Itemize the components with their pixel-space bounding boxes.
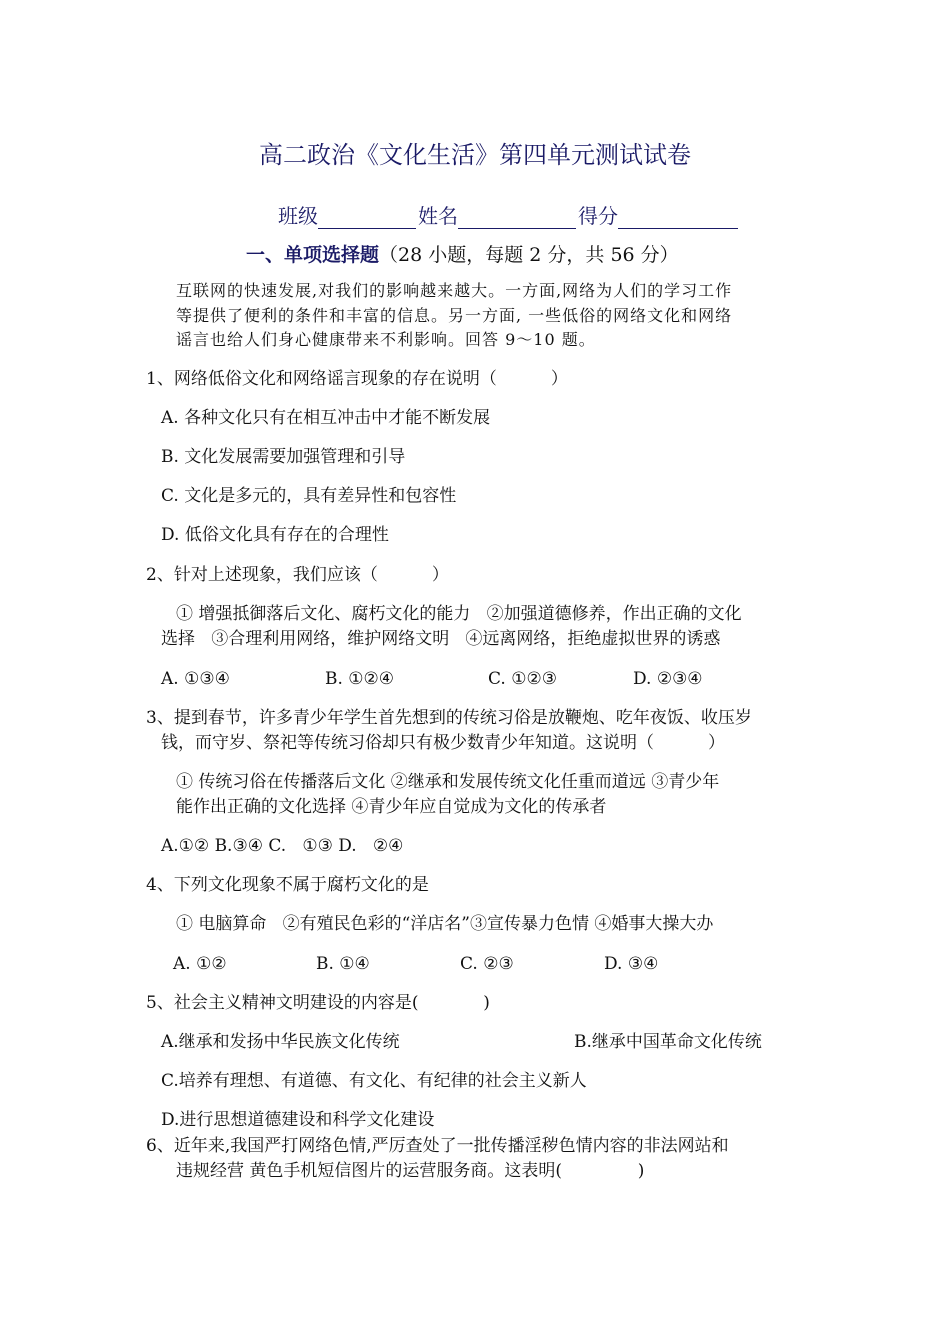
- question-5-stem: 5、社会主义精神文明建设的内容是( ): [146, 993, 490, 1013]
- question-3-options: A.①② B.③④ C. ①③ D. ②④: [161, 836, 404, 856]
- score-blank: [618, 208, 738, 229]
- question-3-stem-2: 钱，而守岁、祭祀等传统习俗却只有极少数青少年知道。这说明（ ）: [161, 733, 726, 753]
- score-label: 得分: [578, 204, 618, 228]
- question-4-option-b: B. ①④: [316, 954, 370, 974]
- question-6-stem-1: 6、近年来,我国严打网络色情,严厉查处了一批传播淫秽色情内容的非法网站和: [146, 1136, 729, 1156]
- question-4-statements: ① 电脑算命 ②有殖民色彩的“洋店名”③宣传暴力色情 ④婚事大操大办: [176, 914, 714, 934]
- intro-line-3: 谣言也给人们身心健康带来不利影响。回答 9～10 题。: [176, 330, 596, 349]
- intro-line-1: 互联网的快速发展,对我们的影响越来越大。一方面,网络为人们的学习工作: [176, 281, 733, 300]
- question-2-option-c: C. ①②③: [488, 669, 557, 689]
- question-4-option-a: A. ①②: [173, 954, 227, 974]
- question-6-stem-2: 违规经营 黄色手机短信图片的运营服务商。这表明( ): [176, 1161, 645, 1181]
- question-1-option-a: A. 各种文化只有在相互冲击中才能不断发展: [161, 408, 491, 428]
- question-2-option-a: A. ①③④: [161, 669, 230, 689]
- question-1-option-d: D. 低俗文化具有存在的合理性: [161, 525, 389, 545]
- question-5-option-a: A.继承和发扬中华民族文化传统: [161, 1032, 400, 1052]
- class-blank: [318, 208, 416, 229]
- question-3-stem-1: 3、提到春节，许多青少年学生首先想到的传统习俗是放鞭炮、吃年夜饭、收压岁: [146, 708, 752, 728]
- section-heading: [246, 240, 679, 267]
- question-5-option-b: B.继承中国革命文化传统: [574, 1032, 762, 1052]
- page-title: 高二政治《文化生活》第四单元测试试卷: [259, 141, 691, 169]
- question-2-statements-1: ① 增强抵御落后文化、腐朽文化的能力 ②加强道德修养，作出正确的文化: [176, 604, 742, 624]
- question-2-option-b: B. ①②④: [325, 669, 395, 689]
- question-4-option-c: C. ②③: [460, 954, 514, 974]
- section-note: （28 小题，每题 2 分，共 56 分）: [379, 244, 679, 266]
- question-3-statements-2: 能作出正确的文化选择 ④青少年应自觉成为文化的传承者: [176, 797, 607, 817]
- question-1-option-c: C. 文化是多元的，具有差异性和包容性: [161, 486, 457, 506]
- name-label: 姓名: [418, 204, 458, 228]
- question-5-option-c: C.培养有理想、有道德、有文化、有纪律的社会主义新人: [161, 1071, 587, 1091]
- question-1-stem: 1、网络低俗文化和网络谣言现象的存在说明（ ）: [146, 369, 568, 389]
- question-2-option-d: D. ②③④: [633, 669, 703, 689]
- question-5-option-d: D.进行思想道德建设和科学文化建设: [161, 1110, 435, 1130]
- question-1-option-b: B. 文化发展需要加强管理和引导: [161, 447, 406, 467]
- section-title: 一、单项选择题: [246, 244, 380, 266]
- student-info-line: [278, 200, 740, 229]
- question-4-stem: 4、下列文化现象不属于腐朽文化的是: [146, 875, 429, 895]
- question-3-statements-1: ① 传统习俗在传播落后文化 ②继承和发展传统文化任重而道远 ③青少年: [176, 772, 720, 792]
- name-blank: [458, 208, 576, 229]
- class-label: 班级: [278, 204, 318, 228]
- question-2-stem: 2、针对上述现象，我们应该（ ）: [146, 565, 449, 585]
- intro-line-2: 等提供了便利的条件和丰富的信息。另一方面, 一些低俗的网络文化和网络: [176, 306, 733, 325]
- question-4-option-d: D. ③④: [604, 954, 659, 974]
- question-2-statements-2: 选择 ③合理利用网络，维护网络文明 ④远离网络，拒绝虚拟世界的诱惑: [161, 629, 721, 649]
